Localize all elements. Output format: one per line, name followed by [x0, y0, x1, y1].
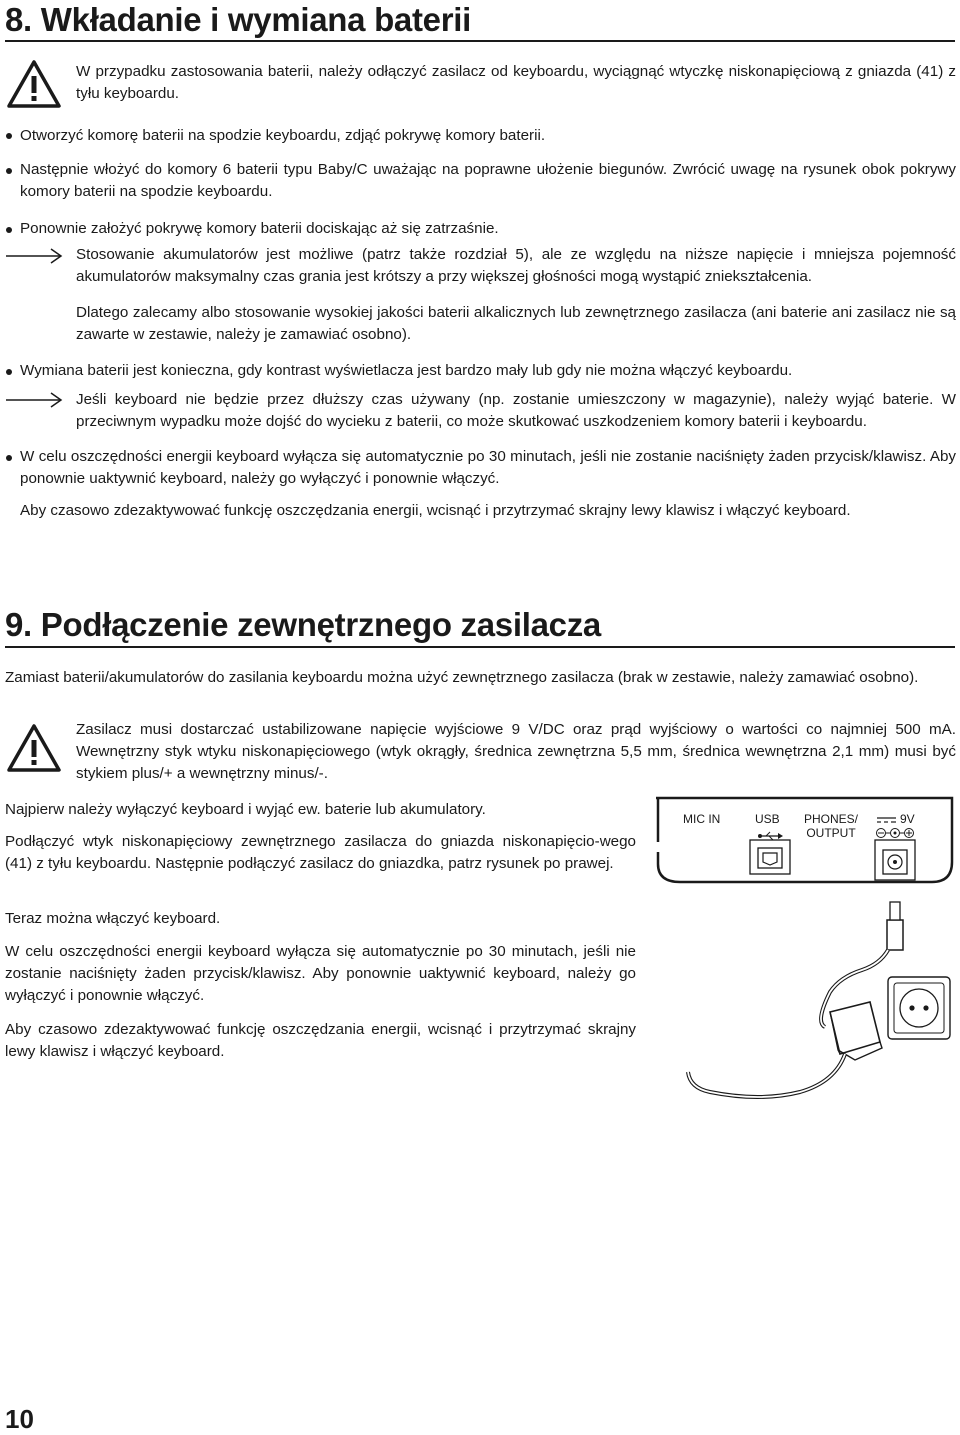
section-8-rule [5, 40, 955, 42]
paragraph-disable-power-saving: Aby czasowo zdezaktywować funkcję oszczędzania energii, wcisnąć i przytrzymać skrajny lewy klawisz i włączyć keyboard. [20, 502, 851, 519]
power-adapter [688, 1002, 882, 1097]
note-recommendation: Dlatego zalecamy albo stosowanie wysokiej jakości baterii alkalicznych lub zewnętrznego zasilacza (ani baterie ani zasilacz nie są zawarte w zestawie, należy je zamawiać osobno). [76, 304, 956, 343]
bullet-dot [6, 455, 12, 461]
label-usb: USB [755, 812, 780, 826]
page-number: 10 [5, 1404, 34, 1434]
label-9v: 9V [900, 812, 915, 826]
paragraph-switch-off: Najpierw należy wyłączyć keyboard i wyjąć ew. baterie lub akumulatory. [5, 801, 486, 818]
usb-port [750, 840, 790, 874]
wall-socket [888, 977, 950, 1039]
label-output: OUTPUT [806, 826, 856, 840]
warning-text-adapter: Zasilacz musi dostarczać ustabilizowane napięcie wyjściowe 9 V/DC oraz prąd wyjściowy o wartości co najmniej 500 mA. Wewnętrzny styk wtyku niskonapięciowego (wtyk okrągły, średnica zewnętrzna 5,5 mm, średnica wewnętrzna 2,1 mm) musi być stykiem plus/+ a wewnętrzny minus/-. [76, 721, 956, 782]
dc-symbol-icon [876, 812, 898, 822]
label-phones: PHONES/ [803, 812, 858, 826]
paragraph-switch-on: Teraz można włączyć keyboard. [5, 910, 221, 927]
section-8-title: 8. Wkładanie i wymiana baterii [5, 1, 472, 38]
warning-text-batteries: W przypadku zastosowania baterii, należy odłączyć zasilacz od keyboardu, wyciągnąć wtyczkę niskonapięciową z gniazda (41) z tyłu keyboardu. [76, 63, 956, 102]
label-mic-in: MIC IN [683, 812, 721, 826]
bullet-power-saving: W celu oszczędności energii keyboard wyłącza się automatycznie po 30 minutach, jeśli nie zostanie naciśnięty żaden przycisk/klawisz. Aby ponownie uaktywnić keyboard, należy go wyłączyć i ponownie włączyć. [20, 448, 956, 487]
warning-icon [6, 722, 62, 774]
bullet-insert-batteries: Następnie włożyć do komory 6 baterii typu Baby/C uważając na poprawne ułożenie biegunów. Zwrócić uwagę na rysunek obok pokrywy komory baterii na spodzie keyboardu. [20, 161, 956, 200]
paragraph-disable-power-saving-2: Aby czasowo zdezaktywować funkcję oszczędzania energii, wcisnąć i przytrzymać skrajny lewy klawisz i włączyć keyboard. [5, 1021, 636, 1060]
section-9-rule [5, 646, 955, 648]
section-9-intro: Zamiast baterii/akumulatorów do zasilania keyboardu można użyć zewnętrznego zasilacza (brak w zestawie, należy zamawiać osobno). [5, 669, 919, 686]
keyboard-back-panel [656, 798, 952, 882]
polarity-icon [874, 826, 916, 838]
note-arrow-icon [6, 248, 64, 264]
dc-jack [875, 840, 915, 880]
bullet-dot [6, 369, 12, 375]
section-9-title: 9. Podłączenie zewnętrznego zasilacza [5, 606, 601, 643]
note-arrow-icon [6, 392, 64, 408]
bullet-dot [6, 227, 12, 233]
bullet-dot [6, 133, 12, 139]
paragraph-connect-adapter: Podłączyć wtyk niskonapięciowy zewnętrznego zasilacza do gniazda niskonapięcio-wego (41) z tyłu keyboardu. Następnie podłączyć zasilacz do gniazdka, patrz rysunek po prawej. [5, 833, 636, 872]
warning-icon [6, 58, 62, 110]
note-storage: Jeśli keyboard nie będzie przez dłuższy czas używany (np. zostanie umieszczony w magazynie), należy wyjąć baterie. W przeciwnym wypadku może dojść do wycieku z baterii, co może skutkować uszkodzeniem komory baterii i keyboardu. [76, 391, 956, 430]
paragraph-power-saving: W celu oszczędności energii keyboard wyłącza się automatycznie po 30 minutach, jeśli nie zostanie naciśnięty żaden przycisk/klawisz. Aby ponownie uaktywnić keyboard, należy go wyłączyć i ponownie włączyć. [5, 943, 636, 1004]
bullet-replace-batteries: Wymiana baterii jest konieczna, gdy kontrast wyświetlacza jest bardzo mały lub gdy nie można włączyć keyboardu. [20, 362, 793, 379]
bullet-dot [6, 168, 12, 174]
bullet-open-compartment: Otworzyć komorę baterii na spodzie keyboardu, zdjąć pokrywę komory baterii. [20, 127, 546, 144]
usb-symbol-icon [757, 828, 785, 838]
note-rechargeable: Stosowanie akumulatorów jest możliwe (patrz także rozdział 5), ale ze względu na niższe napięcie i mniejsza pojemność akumulatorów maksymalny czas grania jest krótszy a przy większej głośności mogą wystąpić zniekształcenia. [76, 246, 956, 285]
bullet-close-cover: Ponownie założyć pokrywę komory baterii dociskając aż się zatrzaśnie. [20, 220, 499, 237]
